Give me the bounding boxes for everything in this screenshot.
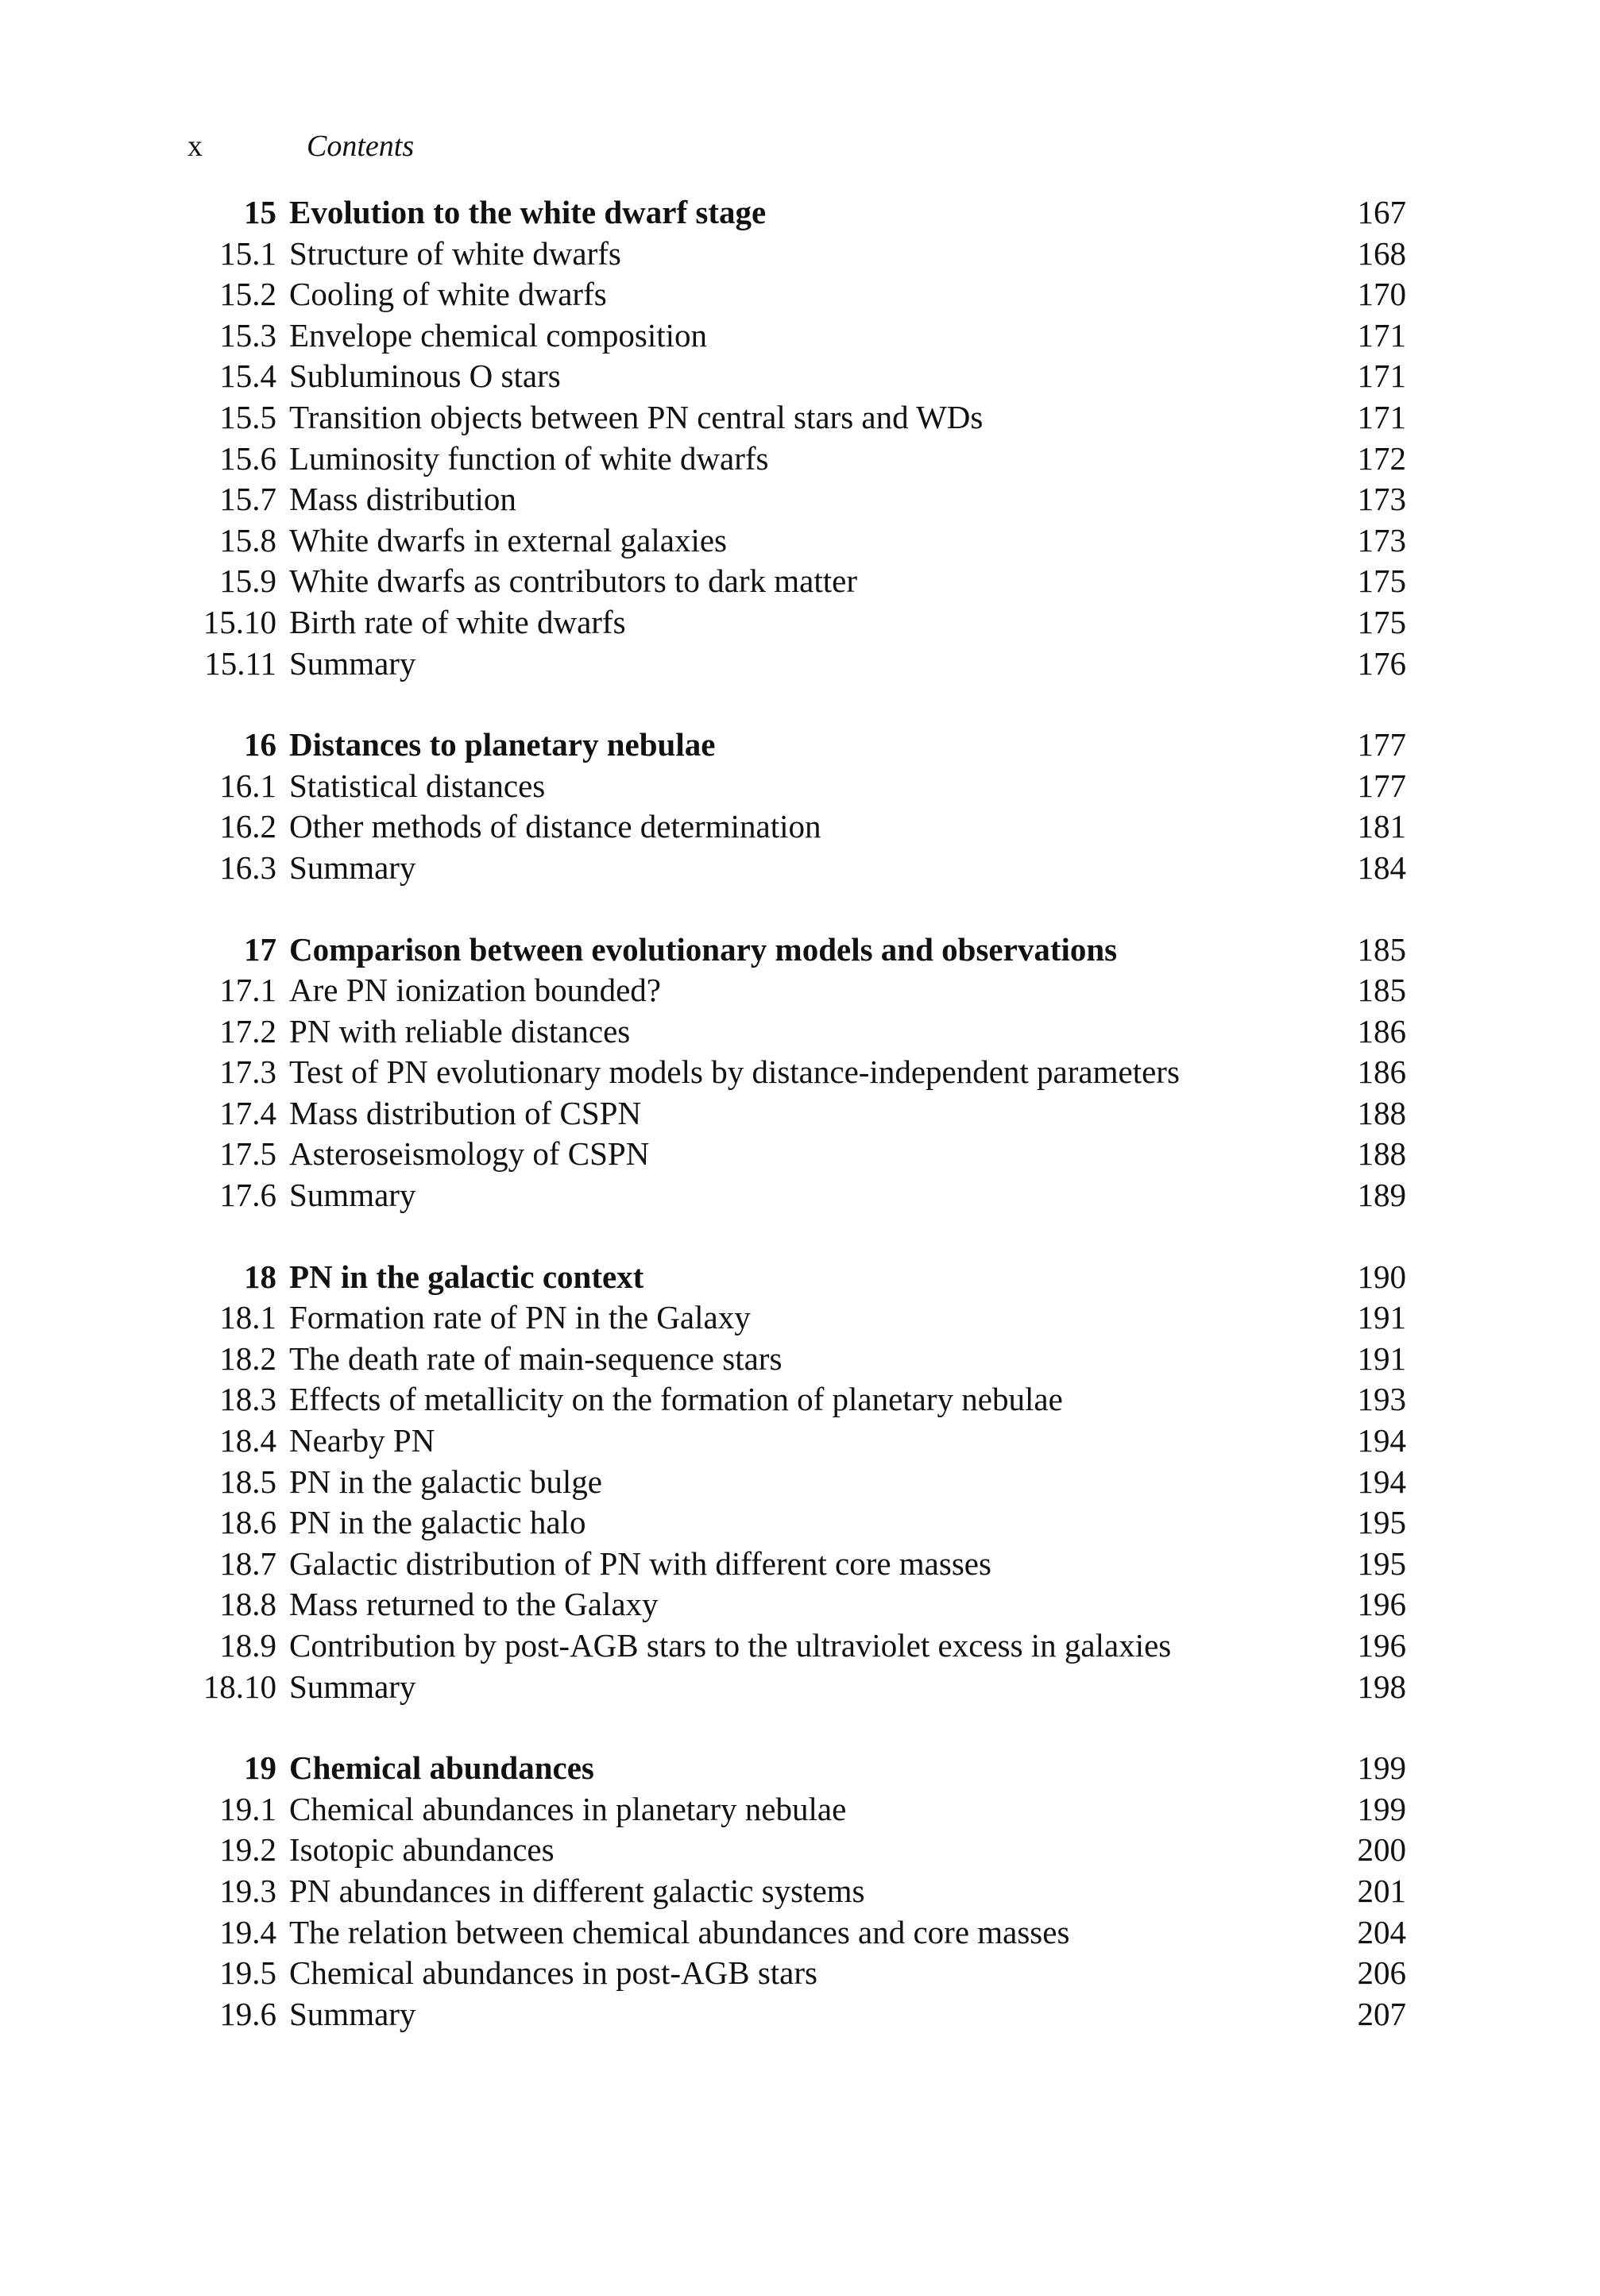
section-title: Asteroseismology of CSPN [289,1135,650,1173]
section-page: 195 [1357,1544,1406,1582]
section-entry[interactable] [167,561,1406,602]
section-page: 168 [1357,234,1406,272]
section-number: 15.8 [219,521,276,559]
chapter-block [167,192,1406,684]
section-title: Summary [289,848,416,886]
section-page: 188 [1357,1094,1406,1131]
section-entry[interactable] [167,970,1406,1011]
section-number: 18.4 [219,1422,276,1459]
section-title: Mass distribution of CSPN [289,1094,642,1131]
section-title: Isotopic abundances [289,1831,555,1869]
section-entry[interactable] [167,1421,1406,1462]
section-entry[interactable] [167,1502,1406,1544]
section-entry[interactable] [167,1912,1406,1954]
section-number: 19.6 [219,1995,276,2032]
section-entry[interactable] [167,356,1406,397]
section-title: PN abundances in different galactic systems [289,1872,865,1909]
section-page: 186 [1357,1053,1406,1091]
section-title: Summary [289,1177,416,1214]
section-number: 19.2 [219,1831,276,1869]
section-title: Summary [289,644,416,682]
section-entry[interactable] [167,1175,1406,1216]
section-entry[interactable] [167,479,1406,520]
section-title: Subluminous O stars [289,358,561,395]
section-page: 171 [1357,316,1406,354]
section-page: 171 [1357,398,1406,435]
chapter-block [167,930,1406,1216]
section-title: Contribution by post-AGB stars to the ultraviolet excess in galaxies [289,1627,1172,1664]
section-title: Are PN ionization bounded? [289,972,661,1009]
section-entry[interactable] [167,1871,1406,1912]
section-entry[interactable] [167,1052,1406,1093]
section-page: 177 [1357,767,1406,804]
chapter-title: Comparison between evolutionary models and observations [289,930,1118,968]
section-entry[interactable] [167,439,1406,480]
section-number: 17.4 [219,1094,276,1131]
section-number: 19.5 [219,1954,276,1992]
section-entry[interactable] [167,848,1406,889]
section-number: 16.1 [219,767,276,804]
section-title: Other methods of distance determination [289,808,821,845]
section-title: White dwarfs as contributors to dark matter [289,562,857,600]
chapter-page: 167 [1357,194,1406,230]
section-entry[interactable] [167,1339,1406,1380]
section-page: 194 [1357,1463,1406,1500]
section-page: 175 [1357,603,1406,640]
section-page: 193 [1357,1381,1406,1418]
chapter-title: Chemical abundances [289,1749,594,1787]
chapter-number: 18 [244,1258,276,1295]
section-entry[interactable] [167,1462,1406,1503]
section-entry[interactable] [167,1584,1406,1625]
chapter-block [167,1748,1406,2035]
section-number: 16.3 [219,848,276,886]
section-number: 15.9 [219,562,276,600]
section-title: White dwarfs in external galaxies [289,521,727,559]
page-header [187,129,414,173]
section-number: 18.5 [219,1463,276,1500]
section-page: 195 [1357,1504,1406,1541]
section-number: 18.7 [219,1544,276,1582]
section-page: 206 [1357,1954,1406,1992]
section-page: 175 [1357,562,1406,600]
section-page: 184 [1357,848,1406,886]
section-page: 170 [1357,276,1406,313]
section-page: 173 [1357,481,1406,518]
section-title: The death rate of main-sequence stars [289,1339,783,1377]
section-entry[interactable] [167,315,1406,357]
chapter-title: Distances to planetary nebulae [289,726,716,763]
section-title: Galactic distribution of PN with different core masses [289,1544,991,1582]
section-number: 17.5 [219,1135,276,1173]
section-entry[interactable] [167,234,1406,275]
section-page: 199 [1357,1790,1406,1827]
chapter-page: 177 [1357,726,1406,763]
section-page: 186 [1357,1012,1406,1049]
section-entry[interactable] [167,1667,1406,1708]
running-head: Contents [307,129,415,163]
section-number: 15.5 [219,398,276,435]
section-number: 19.3 [219,1872,276,1909]
section-entry[interactable] [167,397,1406,439]
section-page: 196 [1357,1627,1406,1664]
section-title: Cooling of white dwarfs [289,276,607,313]
chapter-title: PN in the galactic context [289,1258,644,1295]
section-title: Birth rate of white dwarfs [289,603,626,640]
section-number: 18.6 [219,1504,276,1541]
section-page: 171 [1357,358,1406,395]
section-title: Nearby PN [289,1422,435,1459]
section-title: Chemical abundances in planetary nebulae [289,1790,847,1827]
section-number: 15.7 [219,481,276,518]
section-number: 15.6 [219,439,276,477]
section-number: 15.4 [219,358,276,395]
section-title: Effects of metallicity on the formation of planetary nebulae [289,1381,1063,1418]
chapter-heading[interactable] [167,1257,1406,1298]
section-entry[interactable] [167,644,1406,685]
section-page: 200 [1357,1831,1406,1869]
section-page: 207 [1357,1995,1406,2032]
section-number: 15.11 [204,644,276,682]
section-number: 17.3 [219,1053,276,1091]
section-number: 19.1 [219,1790,276,1827]
section-page: 176 [1357,644,1406,682]
section-page: 196 [1357,1586,1406,1623]
section-entry[interactable] [167,1134,1406,1175]
section-entry[interactable] [167,1625,1406,1667]
chapter-page: 190 [1357,1258,1406,1295]
chapter-number: 16 [244,726,276,763]
section-title: PN with reliable distances [289,1012,631,1049]
section-page: 173 [1357,521,1406,559]
chapter-page: 185 [1357,930,1406,968]
section-page: 191 [1357,1299,1406,1336]
section-number: 15.10 [203,603,276,640]
section-number: 15.2 [219,276,276,313]
section-entry[interactable] [167,1789,1406,1830]
section-number: 19.4 [219,1913,276,1950]
chapter-number: 19 [244,1749,276,1787]
section-page: 172 [1357,439,1406,477]
section-title: PN in the galactic halo [289,1504,586,1541]
section-title: Summary [289,1668,416,1705]
section-number: 18.1 [219,1299,276,1336]
section-number: 18.10 [203,1668,276,1705]
section-title: Test of PN evolutionary models by distance-independent parameters [289,1053,1180,1091]
section-page: 185 [1357,972,1406,1009]
section-entry[interactable] [167,1953,1406,1994]
chapter-heading[interactable] [167,930,1406,971]
section-number: 18.2 [219,1339,276,1377]
section-entry[interactable] [167,806,1406,848]
section-title: Mass distribution [289,481,516,518]
section-page: 181 [1357,808,1406,845]
section-entry[interactable] [167,1297,1406,1339]
section-page: 194 [1357,1422,1406,1459]
section-number: 15.1 [219,234,276,272]
section-page: 189 [1357,1177,1406,1214]
section-number: 18.8 [219,1586,276,1623]
section-title: Mass returned to the Galaxy [289,1586,659,1623]
section-entry[interactable] [167,1544,1406,1585]
section-title: Envelope chemical composition [289,316,708,354]
section-title: Formation rate of PN in the Galaxy [289,1299,751,1336]
section-number: 16.2 [219,808,276,845]
section-number: 17.6 [219,1177,276,1214]
section-title: PN in the galactic bulge [289,1463,602,1500]
section-page: 188 [1357,1135,1406,1173]
chapter-heading[interactable] [167,192,1406,234]
section-entry[interactable] [167,520,1406,562]
table-of-contents [167,192,1406,2035]
section-title: Luminosity function of white dwarfs [289,439,769,477]
section-page: 191 [1357,1339,1406,1377]
section-title: Structure of white dwarfs [289,234,621,272]
section-title: Summary [289,1995,416,2032]
section-title: Statistical distances [289,767,546,804]
section-entry[interactable] [167,602,1406,644]
section-page: 201 [1357,1872,1406,1909]
section-page: 198 [1357,1668,1406,1705]
chapter-heading[interactable] [167,1748,1406,1789]
section-title: Chemical abundances in post-AGB stars [289,1954,817,1992]
chapter-title: Evolution to the white dwarf stage [289,194,767,230]
section-entry[interactable] [167,1093,1406,1134]
section-number: 18.3 [219,1381,276,1418]
section-entry[interactable] [167,1830,1406,1871]
section-number: 17.2 [219,1012,276,1049]
section-title: Transition objects between PN central stars and WDs [289,398,984,435]
section-entry[interactable] [167,1011,1406,1053]
page-number: x [187,129,203,163]
chapter-number: 17 [244,930,276,968]
section-number: 18.9 [219,1627,276,1664]
chapter-number: 15 [244,194,276,230]
section-entry[interactable] [167,274,1406,315]
chapter-block [167,725,1406,888]
section-number: 17.1 [219,972,276,1009]
section-entry[interactable] [167,1379,1406,1421]
section-entry[interactable] [167,1994,1406,2035]
section-page: 204 [1357,1913,1406,1950]
section-entry[interactable] [167,766,1406,807]
chapter-heading[interactable] [167,725,1406,766]
section-title: The relation between chemical abundances and core masses [289,1913,1070,1950]
chapter-page: 199 [1357,1749,1406,1787]
chapter-block [167,1257,1406,1708]
section-number: 15.3 [219,316,276,354]
